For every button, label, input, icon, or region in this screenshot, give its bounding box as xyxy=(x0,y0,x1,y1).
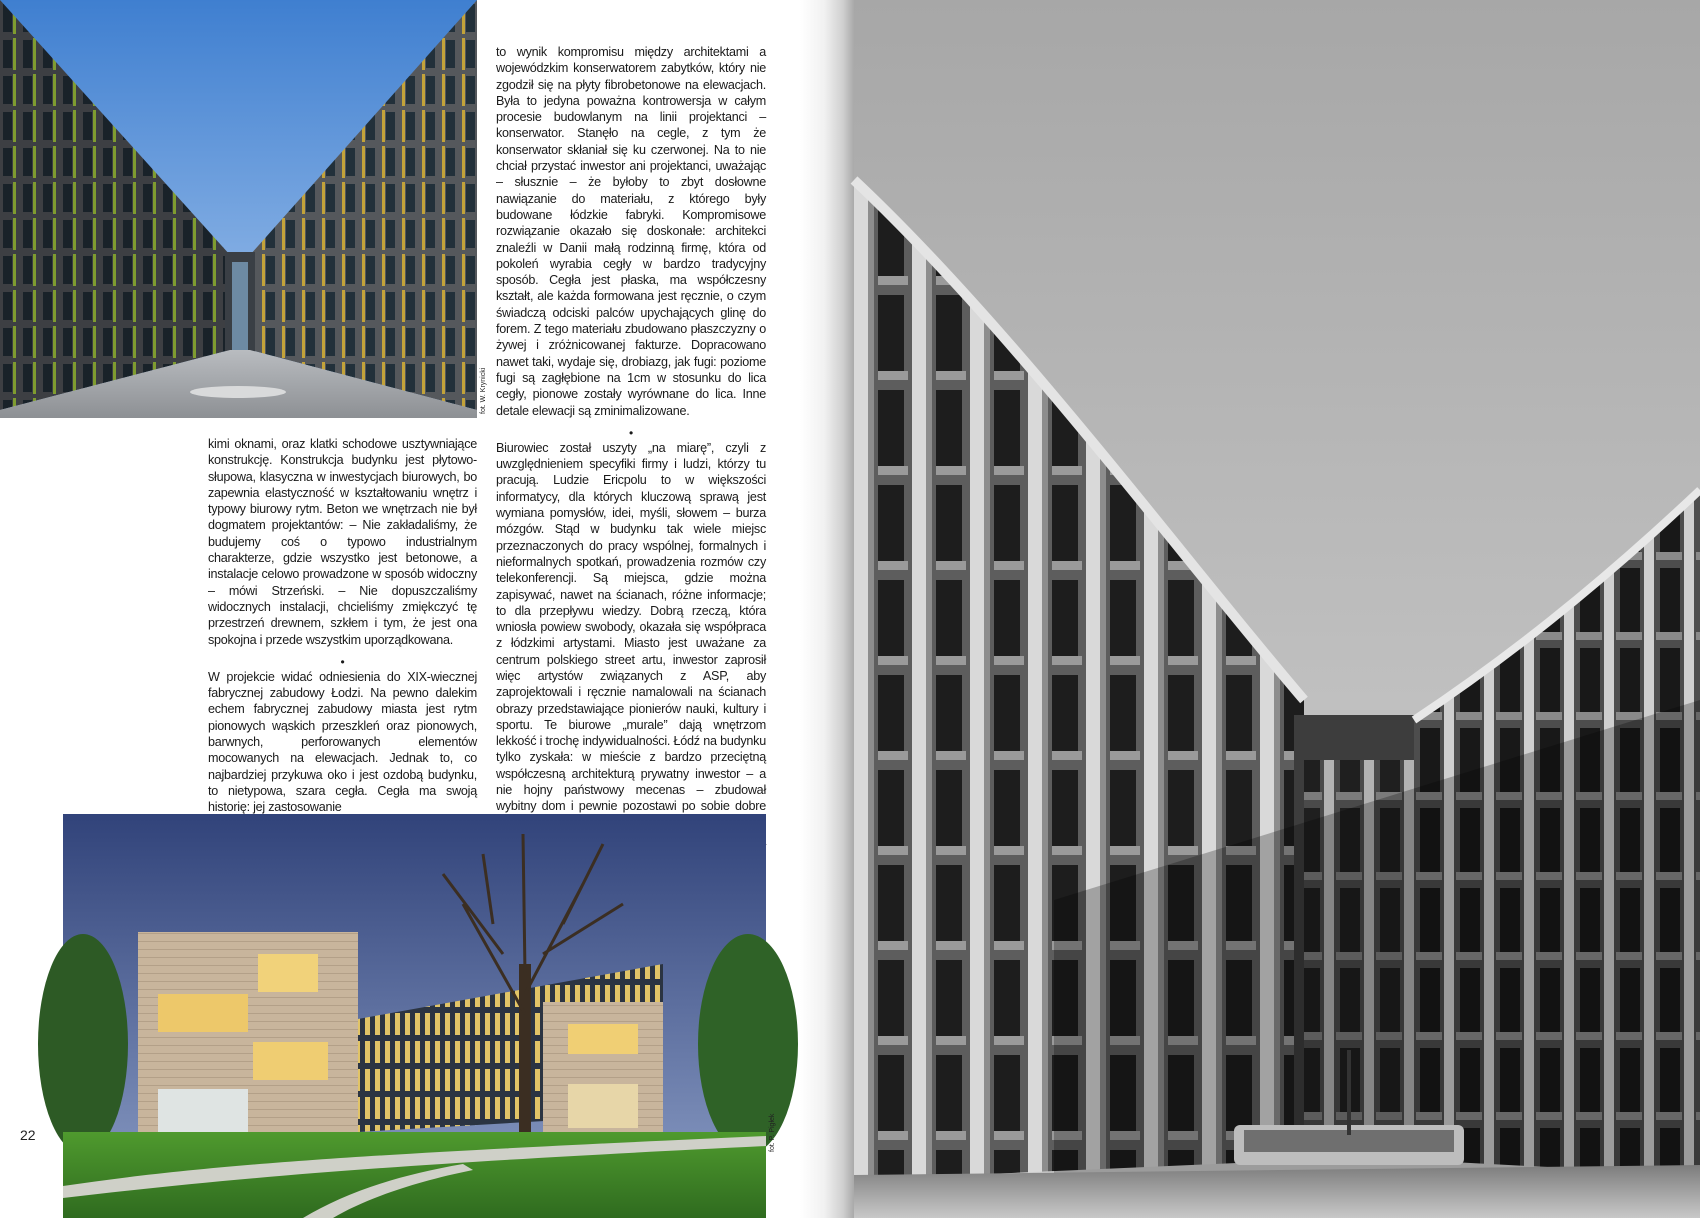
photo-courtyard-colour xyxy=(0,0,487,418)
paragraph: to wynik kompromisu między architektami a wojewódzkim konserwatorem zabytków, który nie zgodził się na płyty fibrobetonowe na elewacjach. Była to jedyna poważna kontrowersja w całym procesie budowlanym na linii projektanci – konserwator. Stanęło na cegle, z tym że konserwator skłaniał się ku czerwonej. Na to nie chciał przystać inwestor ani projektanci, uważając – słusznie – że byłoby to zbyt dosłowne nawiązanie do materiału, z którego były budowane łódzkie fabryki. Kompromisowe rozwiązanie okazało się doskonałe: architekci znaleźli w Danii małą rodzinną firmę, która od pokoleń wyrabia cegły w bardzo tradycyjny sposób. Cegła jest płaska, ma współczesny kształt, ale każda formowana jest ręcznie, o czym świadczą odciski palców upychających glinę do forem. Z tego materiału zbudowano płaszczyzny o żywej i zróżnicowanej fakturze. Dopracowano nawet taki, wydaje się, drobiazg, jak fugi: poziome fugi są zagłębione na 1cm w stosunku do lica cegły, pionowe zostały wyrównane do lica. Inne detale elewacji są zminimalizowane. xyxy=(496,45,766,418)
photo-courtyard-bw xyxy=(854,0,1700,1218)
page-number: 22 xyxy=(20,1127,36,1143)
courtyard-bw-image xyxy=(854,0,1700,1218)
section-separator: • xyxy=(340,654,345,669)
photo-credit-bottom: fot. P. Pigłek xyxy=(769,1113,776,1152)
paragraph: Biurowiec został uszyty „na miarę”, czyli z uwzględnieniem specyfiki firmy i ludzi, którzy tu pracują. Ludzie Ericpolu to w większości informatycy, dla których kluczową sprawą jest wymiana pomysłów, idei, myśli, słowem – burza mózgów. Stąd w budynku tak wiele miejsc przeznaczonych do pracy wspólnej, formalnych i nieformalnych spotkań, prowadzenia rozmów czy telekonferencji. Są miejsca, gdzie można zapisywać, nawet na ścianach, różne informacje; to dla przepływu wiedzy. Dobrą rzeczą, która wniosła powiew swobody, okazała się współpraca z łódzkimi artystami. Miasto jest uważane za centrum polskiego street artu, inwestor zaprosił więc artystów związanych z ASP, aby zaprojektowali i ręcznie namalowali na ścianach obrazy przedstawiające pionierów nauki, kultury i sportu. Te biurowe „murale” dają wnętrzom lekkość i trochę indywidualności. Łódź na budynku tylko zyskała: w mieście z bardzo przeciętną współczesną architekturą prywatny inwestor – a nie hojny państwowy mecenas – zbudował wybitny dom i pewnie pozostawi po sobie dobre xyxy=(496,440,766,814)
text-column-left xyxy=(208,436,477,824)
building-dusk-image xyxy=(63,814,766,1218)
text-column-right xyxy=(496,44,766,855)
page-gutter xyxy=(800,0,854,1218)
paragraph: kimi oknami, oraz klatki schodowe usztywniające konstrukcję. Konstrukcja budynku jest płytowo-słupowa, klasyczna w inwestycjach biurowych, bo zapewnia elastyczność w kształtowaniu wnętrz i typowy biurowy rytm. Beton we wnętrzach nie był dogmatem projektantów: – Nie zakładaliśmy, że budujemy coś o typowo industrialnym charakterze, gdzie wszystko jest betonowe, a instalacje celowo prowadzone w sposób widoczny – mówi Strzeński. – Nie dopuszczaliśmy widocznych instalacji, chcieliśmy zmiękczyć tę przestrzeń drewnem, szkłem i tym, że jest ona spokojna i przede wszystkim uporządkowana. xyxy=(208,437,477,647)
courtyard-colour-image xyxy=(0,0,477,418)
photo-building-dusk xyxy=(63,814,766,1218)
photo-credit-top: fot. W. Krynicki xyxy=(480,367,487,414)
paragraph: W projekcie widać odniesienia do XIX-wiecznej fabrycznej zabudowy Łodzi. Na pewno dalekim echem fabrycznej zabudowy miasta jest rytm pionowych wąskich przeszkleń oraz pionowych, barwnych, perforowanych elementów mocowanych na elewacjach. Jednak to, co najbardziej przykuwa oko i jest ozdobą budynku, to nietypowa, szara cegła. Cegła ma swoją historię: jej zastosowanie xyxy=(208,669,477,815)
section-separator: • xyxy=(629,425,633,440)
